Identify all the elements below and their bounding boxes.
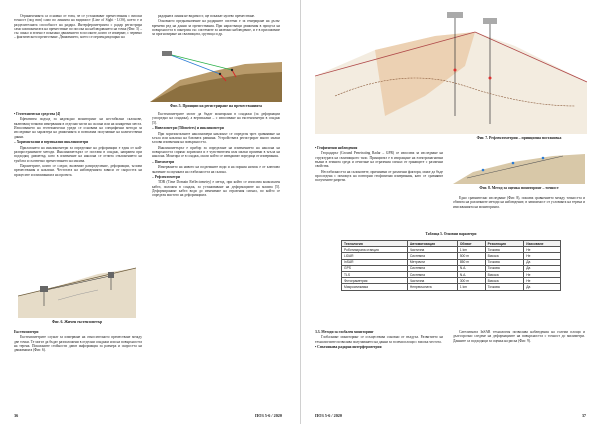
table-cell: N.A. [457,271,485,277]
table-cell: Висока [485,278,524,284]
figure-7 [315,6,587,134]
figure-5-caption: Фиг. 5. Принцип на регистриране на преместванията [170,104,262,108]
figure-5 [150,50,282,102]
table-cell: TLS [342,271,408,277]
table-cell: LiDAR [342,253,408,259]
paragraph: радарната линия не видимост, ще покажат нулево преместване. [158,14,256,18]
paragraph: • Геотехнически средства [4] [14,112,61,116]
paragraph: Глобалният мониторинг се осъществява основно от въздуха. Развитието на технологиите позволява получаването на данни за големи площи с висока честота. [315,335,443,344]
table-cell: Системна [407,265,457,271]
table-title: Таблица 5. Основни параметри [425,232,477,236]
paragraph: Ефективен подход за надеждно мониторинг на нестабилни склонове, включващ точкови измервания в отделни части на склона или на конкретни места. Използването на геотехнически уреди се основава на специфични методи за изследване на характера на движенията и позволява получаване на количествени данни. [14,117,142,139]
table-cell: InSAR [342,259,408,265]
page-number: 36 [14,413,19,418]
table-cell: Да [524,259,561,265]
left-col1-top [14,14,142,41]
table-header-cell: Изискване [524,241,561,247]
left-col1-bottom [14,112,142,178]
paragraph: Едно сравнително изследване (Фиг. 8), показва сравнението между точността и обхвата на различните методи на наблюдение, в зависимост от условията на терена и изискванията на мониторинга. [453,196,585,209]
table-cell: Системна [407,253,457,259]
table-cell: Частична [407,247,457,253]
table-cell: Микросеизмика [342,284,408,290]
table-header-cell: Автоматизация [407,241,457,247]
table-cell: Не [524,253,561,259]
table-cell: Висока [485,271,524,277]
wire-extensometer-illustration [18,260,136,318]
paragraph: – Хоризонтални и вертикални инклинометри [14,140,89,145]
table-cell: Не [524,278,561,284]
table-cell: Точкова [485,247,524,253]
table-cell: Роботизирана станция [342,247,408,253]
paragraph: При хоризонталните наклономери наклонът се определя чрез сравняване на ъгъла или наклона на базовата равнина. Устройствата регистрират много малки ъглови изменения на повърхността. [152,131,280,145]
figure-7-caption: Фиг. 7. Рефлектометрия – принципна постановка [476,136,562,140]
paragraph: Параметрите, които се следят, включват разпределение, деформации, ъглови премествания и наклони. Честотата на наблюденията зависи от скоростта на процесите и изискванията на проекта. [14,164,142,177]
table-cell: Да [524,284,561,290]
paragraph: Екстензометрите могат да бъдат монтирани в сондажи (за деформации успоредно на сондажа), а вертикални – с използване на екстензометри в сондаж [5]. [152,112,280,125]
paragraph: • Геофизични наблюдения [315,146,358,150]
table-cell: Не [524,247,561,253]
left-col2-bottom [152,112,280,199]
journal-issue: ПОЗ 5-6 / 2020 [315,413,342,418]
paragraph: Измерването на нивото на подземните води и на порния натиск е от ключово значение за оценката на стабилността на склона. [152,165,280,174]
table-cell: Точкова [485,284,524,290]
paragraph: Георадарът (Ground Penetrating Radar – GPR) се използва за изследване на структурата на свлачищното тяло. Принципът е в изпращане на електромагнитни вълни в земната среда и отчитане на отразения сигнал от границите с различни свойства. [315,151,443,169]
right-bottom-col1 [315,330,443,351]
table-cell: N.A. [457,265,485,271]
figure-6 [18,260,136,318]
table-row [342,284,561,290]
right-bottom-col2 [453,330,585,344]
table-cell: Непрекъсната [407,284,457,290]
table-cell: 1 km [457,247,485,253]
paragraph: TDR (Time Domain Reflectometry) е метод, при който се използва коаксиален кабел, положен в сондаж, за установяване на деформациите на масива [5]. Деформираният кабел води до изменение на отразения сигнал, по който се определя мястото на деформацията. [152,180,280,198]
paragraph: Основното предназначение на радарните системи е за генериране на дълъг времеви ред на данни за премествания. При нарастващи движения в процеса на повърхността в синергия със системите за наземно наблюдение, и е в приложение за прогнозиране на свлачищата, срутища и др. [152,19,280,37]
table-cell: Точкова [485,265,524,271]
table-cell: 500 m [457,253,485,259]
table-cell: Не [524,271,561,277]
table-cell: Метрични [407,259,457,265]
table-header-cell: Резолюция [485,241,524,247]
table-cell: 1 km [457,284,485,290]
figure-6-caption: Фиг. 6. Жичен екстензометър [51,320,103,324]
paragraph: Инклинометърът е прибор за определяне на изменението на наклона на повърхността спрямо хоризонта и е чувствителен към малки промени в ъгъла на наклона. Монтира се в сондаж, около който се извършват поредица от измервания. [152,145,280,159]
right-page [300,0,600,424]
page-number: 37 [581,413,586,418]
paragraph: – Рефлектометри [152,174,180,179]
radar-principle-illustration [150,50,282,102]
right-col2-text [453,196,585,210]
table-header-cell: Обхват [457,241,485,247]
paragraph: – Пиезометри [152,159,175,164]
table-cell: 850 m [457,259,485,265]
right-col1-text [315,146,443,184]
table-cell: Частична [407,278,457,284]
paragraph: Сателитната InSAR технология позволява наблюдения на големи площи и дългосрочно следене на деформациите на повърхността с точност до милиметри. Данните са подходящи за оценка на риска (Фиг. 9). [453,330,585,343]
paragraph: • Спътникова радарна интерферометрия [315,345,382,350]
table-cell: Системна [407,271,457,277]
paragraph-heading: Екстензометри [14,330,39,334]
section-heading: 3.3. Методи за глобален мониторинг [315,330,374,334]
parameters-table [341,240,561,291]
paragraph: Екстензометрите служат за измерване на относителното преместване между две точки. Те могат да бъдат разположени в отделни сондажи или на повърхността на терена. Показаните стойности дават информация за размера и скоростта на движенията (Фиг. 6). [14,335,142,353]
paragraph: Ограниченията са основно от това, че се установяват премествания с високи точност (под mm) само по линията на видимост (Line of Sight - LOS), което е и разделителната способност на радара. Интерферометрията с радар регистрира само компонентата на преместване по посока на наблюдаването на точка (Фиг. 5) – със синьо и зелено е показано движението в посоките, които се измерват, с червено – фактическото преместване. Движението, което се перпендикулярно на [14,14,142,40]
paragraph: – Нивелометри (Tiltmeters) и инклинометри [152,126,224,131]
left-col2-top [152,14,280,38]
reflectometry-illustration [315,6,587,134]
table-cell: Фотограметрия [342,278,408,284]
figure-8-caption: Фиг. 8. Метод за оценка мониторинг – точност [479,186,559,190]
table-cell: Точкова [485,259,524,265]
monitoring-accuracy-illustration [453,144,585,184]
paragraph: Прилагането на инклинометри за определяне на деформации е един от най-разпространените методи. Инклинометърът се поставя в сондаж, направен при подходящ диаметър, като в изменение на наклона се отчита отклонението на тръбата и съответно преместването на масива. [14,145,142,163]
table-cell: GPS [342,265,408,271]
table-cell: Да [524,265,561,271]
left-col1-extenso [14,330,142,354]
figure-8 [453,144,585,184]
paragraph: Нестабилността на склоновете, причинени от различни фактори, може да бъде проследена с помощта на повторни геофизични измервания, като се сравняват получените разрези. [315,169,443,183]
table-cell: 300 m [457,278,485,284]
table-header-cell: Технология [342,241,408,247]
journal-issue: ПОЗ 5-6 / 2020 [255,413,282,418]
table-cell: Висока [485,253,524,259]
